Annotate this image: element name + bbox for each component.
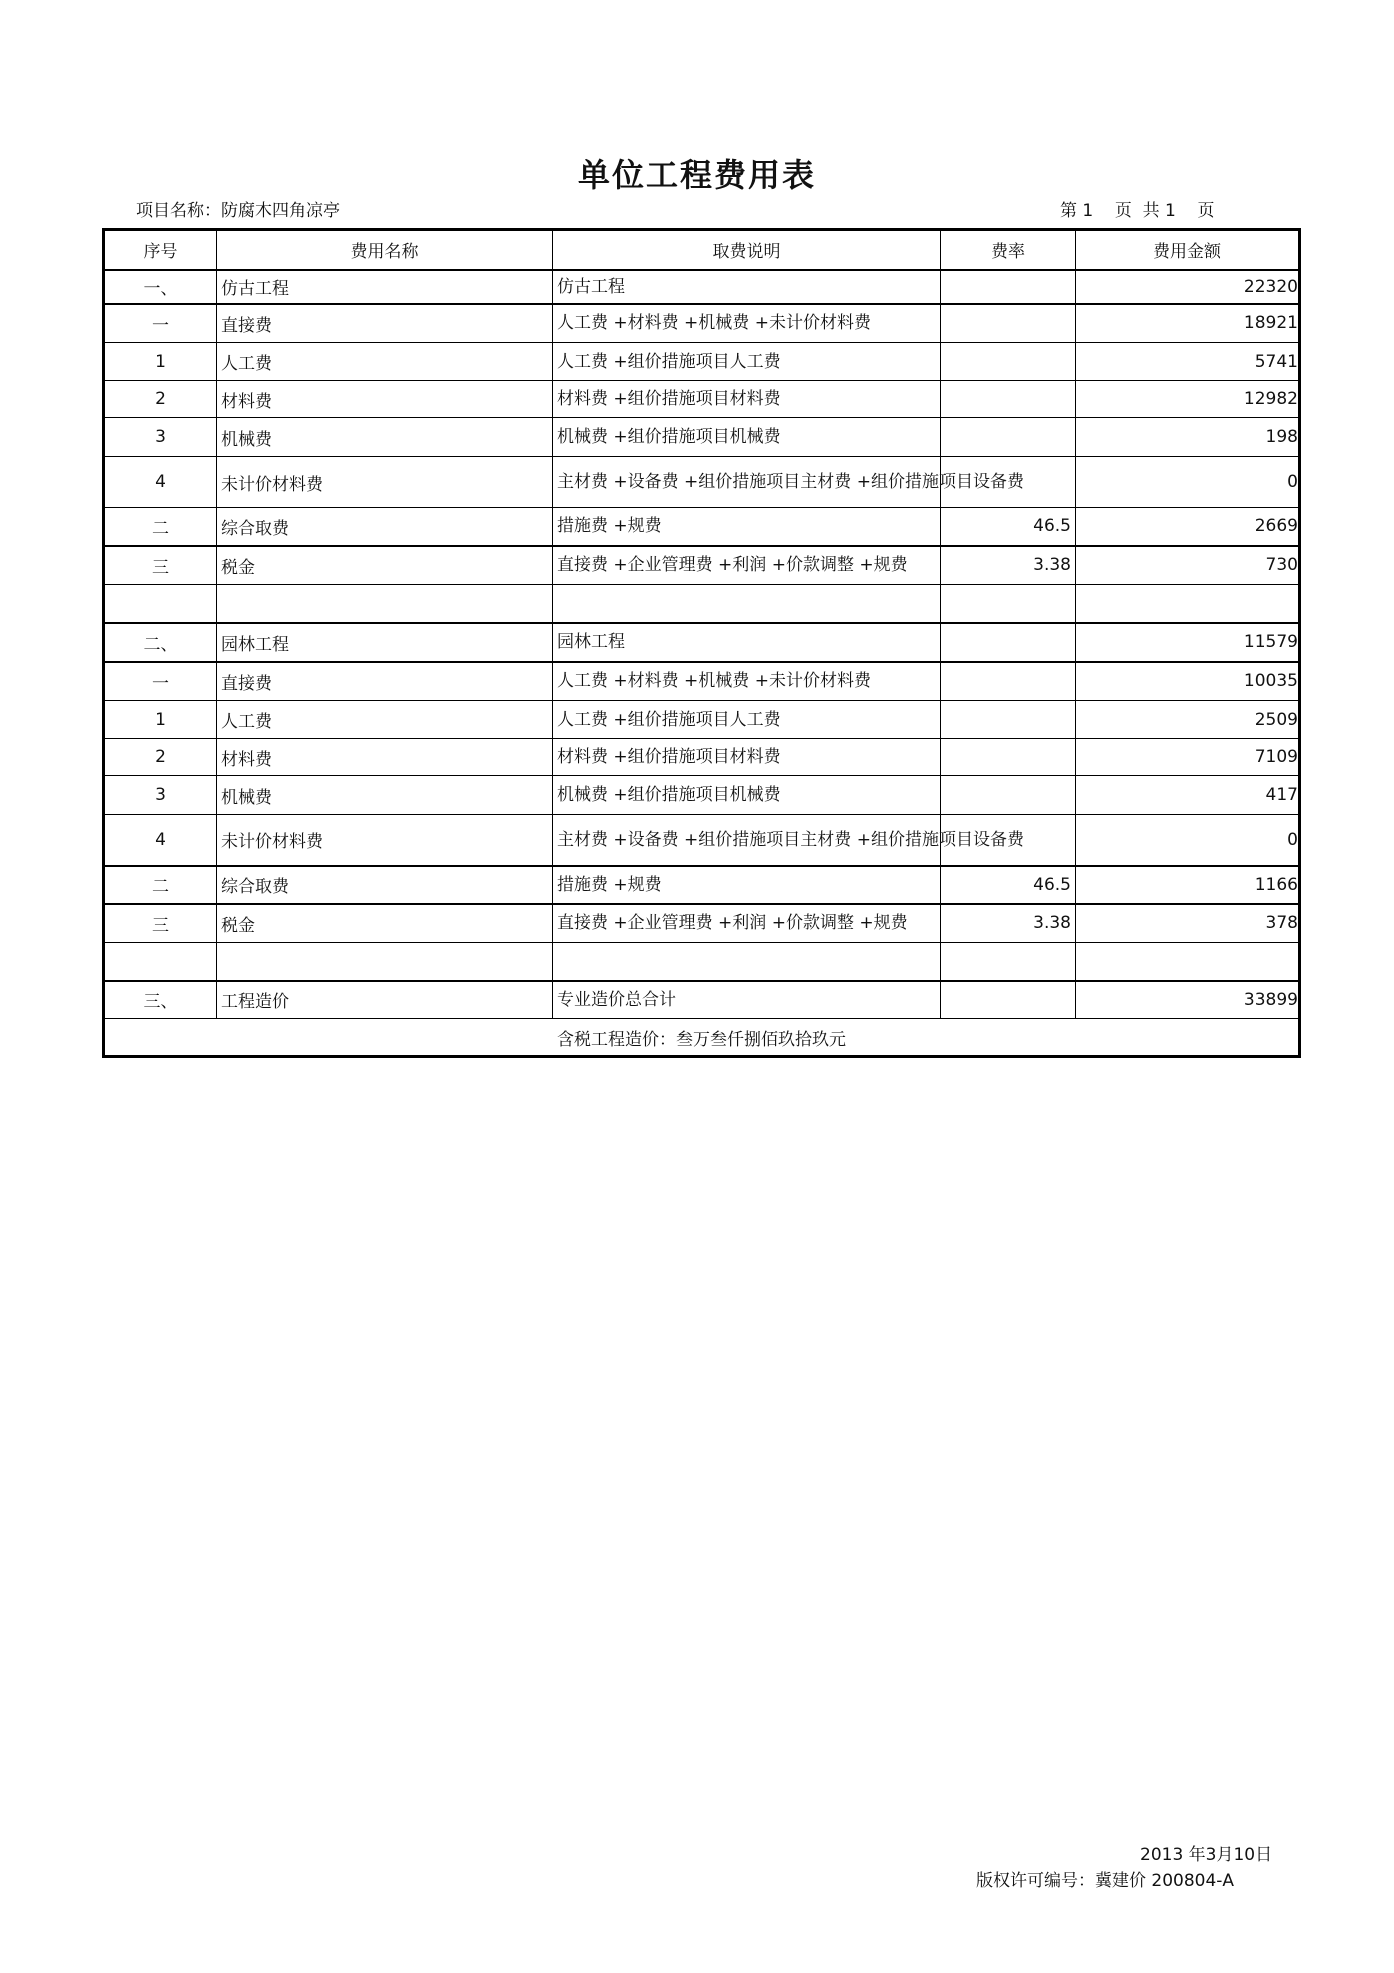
row-desc [553,943,941,981]
row-amount [1076,585,1300,623]
row-name: 材料费 [217,381,553,418]
row-amount [1076,943,1300,981]
row-desc: 直接费 +企业管理费 +利润 +价款调整 +规费 [553,546,941,585]
row-amount: 730 [1076,546,1300,585]
row-no: 一 [104,304,217,343]
row-no [104,943,217,981]
row-no: 1 [104,701,217,739]
table-header-row [104,230,1300,270]
table-row [104,662,1300,701]
row-rate: 3.38 [941,546,1076,585]
table-row [104,866,1300,904]
row-no: 二、 [104,623,217,662]
row-name [217,943,553,981]
row-name: 人工费 [217,343,553,381]
row-rate [941,981,1076,1019]
row-desc: 直接费 +企业管理费 +利润 +价款调整 +规费 [553,904,941,943]
row-name: 材料费 [217,739,553,776]
row-name: 仿古工程 [217,270,553,304]
project-name: 项目名称：防腐木四角凉亭 [136,201,340,221]
row-rate [941,662,1076,701]
table-row [104,815,1300,866]
table-row [104,904,1300,943]
row-rate [941,776,1076,815]
row-amount: 12982 [1076,381,1300,418]
row-name: 未计价材料费 [217,457,553,508]
row-amount: 417 [1076,776,1300,815]
cost-table [102,228,1301,1058]
table-row [104,270,1300,304]
row-amount: 198 [1076,418,1300,457]
row-no: 二 [104,866,217,904]
table-row [104,381,1300,418]
footer-license: 版权许可编号：冀建价 200804-A [976,1871,1235,1891]
table-row [104,508,1300,546]
row-name: 未计价材料费 [217,815,553,866]
row-rate [941,623,1076,662]
col-header-amount: 费用金额 [1076,230,1300,270]
table-row [104,585,1300,623]
row-desc: 材料费 +组价措施项目材料费 [553,381,941,418]
row-amount: 7109 [1076,739,1300,776]
row-no: 2 [104,381,217,418]
row-amount: 5741 [1076,343,1300,381]
row-rate [941,701,1076,739]
row-no [104,585,217,623]
row-name [217,585,553,623]
row-name: 园林工程 [217,623,553,662]
row-no: 4 [104,815,217,866]
table-row [104,418,1300,457]
row-desc: 专业造价总合计 [553,981,941,1019]
row-rate [941,739,1076,776]
row-rate [941,304,1076,343]
row-amount: 11579 [1076,623,1300,662]
row-amount: 33899 [1076,981,1300,1019]
col-header-rate: 费率 [941,230,1076,270]
row-amount: 22320 [1076,270,1300,304]
row-rate: 3.38 [941,904,1076,943]
row-rate [941,343,1076,381]
row-amount: 10035 [1076,662,1300,701]
row-name: 直接费 [217,662,553,701]
row-name: 综合取费 [217,508,553,546]
page-info: 第 1 页 共 1 页 [1060,201,1215,221]
row-desc: 人工费 +材料费 +机械费 +未计价材料费 [553,304,941,343]
row-no: 三 [104,546,217,585]
document-title: 单位工程费用表 [577,156,816,194]
row-amount: 0 [1076,815,1300,866]
footer-date: 2013 年3月10日 [1140,1845,1273,1865]
table-row [104,701,1300,739]
table-row [104,304,1300,343]
row-name: 直接费 [217,304,553,343]
row-desc: 机械费 +组价措施项目机械费 [553,776,941,815]
row-desc: 人工费 +材料费 +机械费 +未计价材料费 [553,662,941,701]
row-no: 三 [104,904,217,943]
row-name: 机械费 [217,418,553,457]
row-desc: 措施费 +规费 [553,866,941,904]
row-name: 综合取费 [217,866,553,904]
row-desc: 仿古工程 [553,270,941,304]
row-amount: 1166 [1076,866,1300,904]
table-row [104,546,1300,585]
row-rate [941,585,1076,623]
row-no: 一 [104,662,217,701]
row-name: 税金 [217,904,553,943]
row-amount: 18921 [1076,304,1300,343]
row-rate [941,418,1076,457]
row-amount: 2669 [1076,508,1300,546]
row-rate [941,270,1076,304]
row-name: 机械费 [217,776,553,815]
row-no: 二 [104,508,217,546]
row-amount: 0 [1076,457,1300,508]
row-no: 1 [104,343,217,381]
row-no: 3 [104,418,217,457]
col-header-desc: 取费说明 [553,230,941,270]
row-no: 4 [104,457,217,508]
col-header-no: 序号 [104,230,217,270]
table-row [104,739,1300,776]
row-rate [941,381,1076,418]
row-desc: 主材费 +设备费 +组价措施项目主材费 +组价措施项目设备费 [553,815,941,866]
row-rate [941,943,1076,981]
table-row [104,981,1300,1019]
row-desc: 人工费 +组价措施项目人工费 [553,343,941,381]
row-desc: 园林工程 [553,623,941,662]
row-name: 工程造价 [217,981,553,1019]
row-name: 税金 [217,546,553,585]
total-row [104,1019,1300,1057]
row-no: 3 [104,776,217,815]
col-header-name: 费用名称 [217,230,553,270]
row-amount: 2509 [1076,701,1300,739]
row-desc: 人工费 +组价措施项目人工费 [553,701,941,739]
row-no: 三、 [104,981,217,1019]
row-desc: 主材费 +设备费 +组价措施项目主材费 +组价措施项目设备费 [553,457,941,508]
table-row [104,943,1300,981]
row-no: 2 [104,739,217,776]
row-no: 一、 [104,270,217,304]
table-row [104,623,1300,662]
row-desc: 材料费 +组价措施项目材料费 [553,739,941,776]
table-row [104,343,1300,381]
row-desc [553,585,941,623]
table-row [104,776,1300,815]
total-in-words: 含税工程造价：叁万叁仟捌佰玖拾玖元 [104,1019,1300,1057]
row-rate: 46.5 [941,508,1076,546]
row-rate: 46.5 [941,866,1076,904]
table-row [104,457,1300,508]
row-desc: 机械费 +组价措施项目机械费 [553,418,941,457]
row-name: 人工费 [217,701,553,739]
row-desc: 措施费 +规费 [553,508,941,546]
row-amount: 378 [1076,904,1300,943]
